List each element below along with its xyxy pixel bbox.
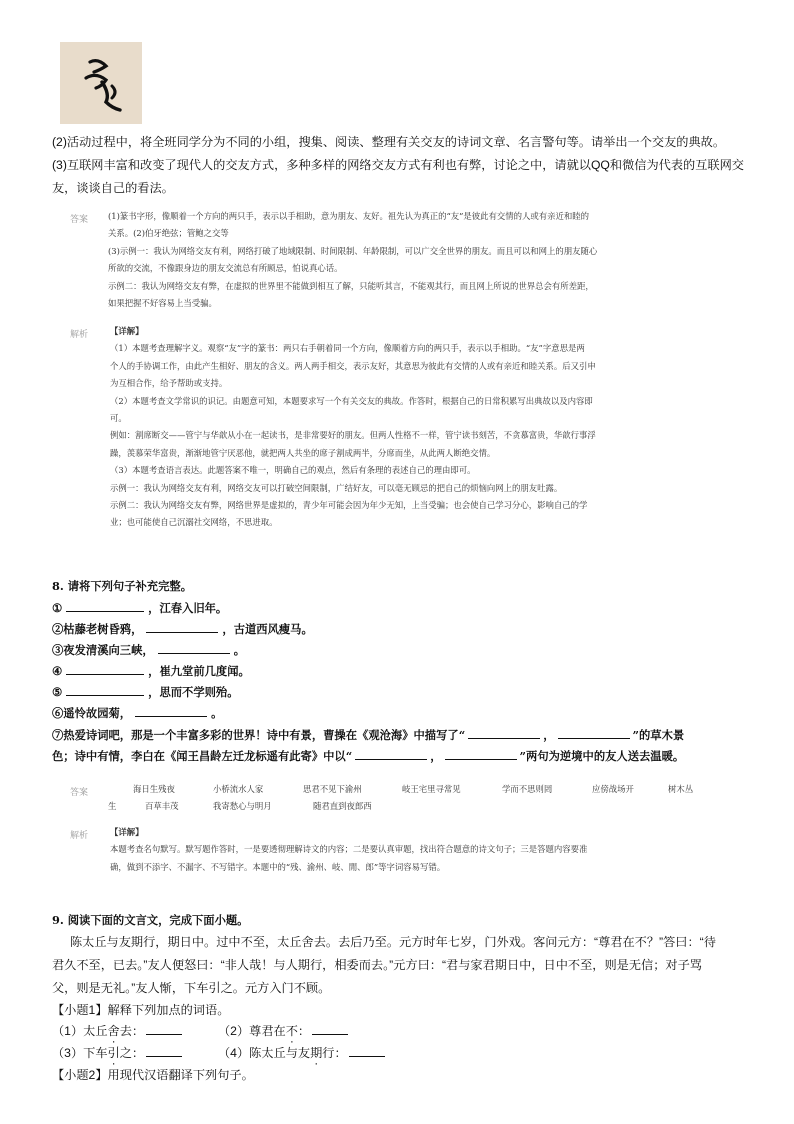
- blank[interactable]: [312, 1023, 348, 1035]
- blank[interactable]: [349, 1045, 385, 1057]
- analysis-7: [110, 323, 730, 532]
- passage-line: 陈太丘与友期行，期日中。过中不至，太丘舍去。去后乃至。元方时年七岁，门外戏。客问元方：“尊君在不？”答曰：“待: [70, 935, 716, 949]
- analysis-line: 本题考查名句默写。默写题作答时，一是要透彻理解诗文的内容；二是要认真审题，找出符合题意的诗文句子；三是答题内容要准: [110, 844, 588, 855]
- blank[interactable]: [135, 705, 207, 717]
- blank[interactable]: [445, 748, 517, 760]
- word-item-4: （4）陈太丘与友期行：: [218, 1044, 385, 1061]
- passage-line: 父，则是无礼。”友人惭，下车引之。元方入门不顾。: [52, 981, 331, 995]
- answer-8-item: 随君直到夜郎西: [313, 801, 372, 811]
- answer-8-item: 应傍战场开: [592, 784, 634, 794]
- blank[interactable]: [468, 727, 540, 739]
- analysis-line: 业；也可能使自己沉溺社交网络，不思进取。: [110, 517, 278, 528]
- fill-line-3: ③夜发清溪向三峡， 。: [52, 643, 245, 657]
- analysis-label: 解析: [70, 831, 89, 841]
- answer-8-item: 思君不见下渝州: [303, 784, 362, 794]
- answer-8-item: 学而不思则罔: [502, 784, 553, 794]
- analysis-line: （2）本题考查文学常识的识记。由题意可知，本题要求写一个有关交友的典故。作答时，根据自己的日常积累写出典故以及内容即: [110, 395, 593, 406]
- answer-8-item: 百草丰茂: [145, 801, 179, 811]
- answer-line: 关系。(2)伯牙绝弦；管鲍之交等: [108, 228, 229, 239]
- answer-8-item: 海日生残夜: [133, 784, 175, 794]
- analysis-line: 示例一：我认为网络交友有利，网络交友可以打破空间限制，广结好友，可以毫无顾忌的把自己的烦恼向网上的朋友吐露。: [110, 482, 563, 493]
- answer-8-item: 生: [108, 801, 117, 811]
- answer-line: (3)示例一：我认为网络交友有利，网络打破了地域限制、时间限制、年龄限制，可以广交全世界的朋友。而且可以和网上的朋友随心: [108, 245, 598, 256]
- blank[interactable]: [558, 727, 630, 739]
- subquestion-2: 【小题2】用现代汉语翻译下列句子。: [52, 1068, 254, 1082]
- blank[interactable]: [66, 684, 144, 696]
- question-9-title: 9. 阅读下面的文言文，完成下面小题。: [52, 913, 249, 927]
- answer-8-item: 小桥流水人家: [213, 784, 264, 794]
- seal-script-you-image: [60, 42, 142, 124]
- blank[interactable]: [355, 748, 427, 760]
- analysis-label: 解析: [70, 330, 89, 340]
- analysis-line: 确，做到不添字、不漏字、不写错字。本题中的“残、渝州、岐、閒、郎”等字词容易写错。: [110, 861, 446, 872]
- analysis-line: 【详解】: [110, 827, 144, 837]
- analysis-8: [110, 824, 730, 876]
- blank[interactable]: [66, 600, 144, 612]
- question-7-3-line2: 友，谈谈自己的看法。: [52, 181, 174, 195]
- question-7-3-line1: (3)互联网丰富和改变了现代人的交友方式，多种多样的网络交友方式有利也有弊，讨论之中，请就以QQ和微信为代表的互联网交: [52, 158, 744, 172]
- blank[interactable]: [158, 642, 230, 654]
- answer-8-item: 岐王宅里寻常见: [402, 784, 461, 794]
- analysis-line: 个人的手协调工作，由此产生相好、朋友的含义。两人两手相交，表示友好，其意思为彼此有交情的人或有亲近和睦关系。后又引申: [110, 360, 596, 371]
- analysis-line: 躁，羡慕荣华富贵，渐渐地管宁厌恶他，就把两人共坐的席子割成两半，分席而坐，从此两人断绝交情。: [110, 447, 496, 458]
- answer-line: 示例二：我认为网络交友有弊，在虚拟的世界里不能做到相互了解，只能听其言，不能观其行，而且网上所说的世界总会有所差距，: [108, 280, 594, 291]
- answer-label: 答案: [70, 788, 89, 798]
- fill-line-1: ① ，江春入旧年。: [52, 601, 228, 615]
- fill-line-6: ⑥遥怜故园菊， 。: [52, 706, 223, 720]
- fill-line-7a: ⑦热爱诗词吧，那是一个丰富多彩的世界！诗中有景，曹操在《观沧海》中描写了“ ， ”的草木景: [52, 728, 685, 742]
- blank[interactable]: [146, 1023, 182, 1035]
- analysis-line: 【详解】: [110, 326, 144, 336]
- fill-line-4: ④ ，崔九堂前几度闻。: [52, 664, 250, 678]
- answer-line: (1)篆书字形，像顺着一个方向的两只手，表示以手相助，意为朋友、友好。祖先认为真正的“友”是彼此有交情的人或有亲近和睦的: [108, 211, 590, 221]
- analysis-line: 例如：割席断交——管宁与华歆从小在一起读书，是非常要好的朋友。但两人性格不一样，管宁读书刻苦，不贪慕富贵，华歆行事浮: [110, 430, 596, 441]
- word-item-2: （2）尊君在不：: [218, 1022, 348, 1039]
- blank[interactable]: [66, 663, 144, 675]
- answer-label: 答案: [70, 215, 89, 225]
- analysis-line: 可。: [110, 413, 127, 424]
- fill-line-7b: 色；诗中有情，李白在《闻王昌龄左迁龙标遥有此寄》中以“ ， ”两句为逆境中的友人送去温暖。: [52, 749, 685, 763]
- question-8-title: 8. 请将下列句子补充完整。: [52, 579, 192, 593]
- analysis-line: 示例二：我认为网络交友有弊，网络世界是虚拟的，青少年可能会因为年少无知，上当受骗；也会使自己学习分心，影响自己的学: [110, 500, 588, 511]
- answer-line: 所欲的交流，不像跟身边的朋友交流总有所顾忌，怕说真心话。: [108, 263, 343, 274]
- question-7-2: (2)活动过程中，将全班同学分为不同的小组，搜集、阅读、整理有关交友的诗词文章、名言警句等。请举出一个交友的典故。: [52, 135, 726, 149]
- blank[interactable]: [146, 1045, 182, 1057]
- blank[interactable]: [146, 621, 218, 633]
- fill-line-5: ⑤ ，思而不学则殆。: [52, 685, 239, 699]
- answer-line: 如果把握不好容易上当受骗。: [108, 298, 217, 309]
- analysis-line: （3）本题考查语言表达。此题答案不唯一，明确自己的观点，然后有条理的表述自己的理由即可。: [110, 465, 476, 476]
- answer-8-item: 我寄愁心与明月: [213, 801, 272, 811]
- word-item-1: （1）太丘舍去：: [52, 1022, 182, 1039]
- word-item-3: （3）下车引之：: [52, 1044, 182, 1061]
- passage-line: 君久不至，已去。”友人便怒曰：“非人哉！与人期行，相委而去。”元方曰：“君与家君期日中，日中不至，则是无信；对子骂: [52, 958, 702, 972]
- answer-7: [108, 208, 728, 312]
- fill-line-2: ②枯藤老树昏鸦， ，古道西风瘦马。: [52, 622, 313, 636]
- analysis-line: 为互相合作，给予帮助或支持。: [110, 378, 228, 389]
- subquestion-1: 【小题1】解释下列加点的词语。: [52, 1003, 230, 1017]
- analysis-line: （1）本题考查理解字义。观察“友”字的篆书：两只右手朝着同一个方向，像顺着方向的两只手，表示以手相助。“友”字意思是两: [110, 343, 585, 354]
- answer-8-item: 树木丛: [668, 784, 694, 794]
